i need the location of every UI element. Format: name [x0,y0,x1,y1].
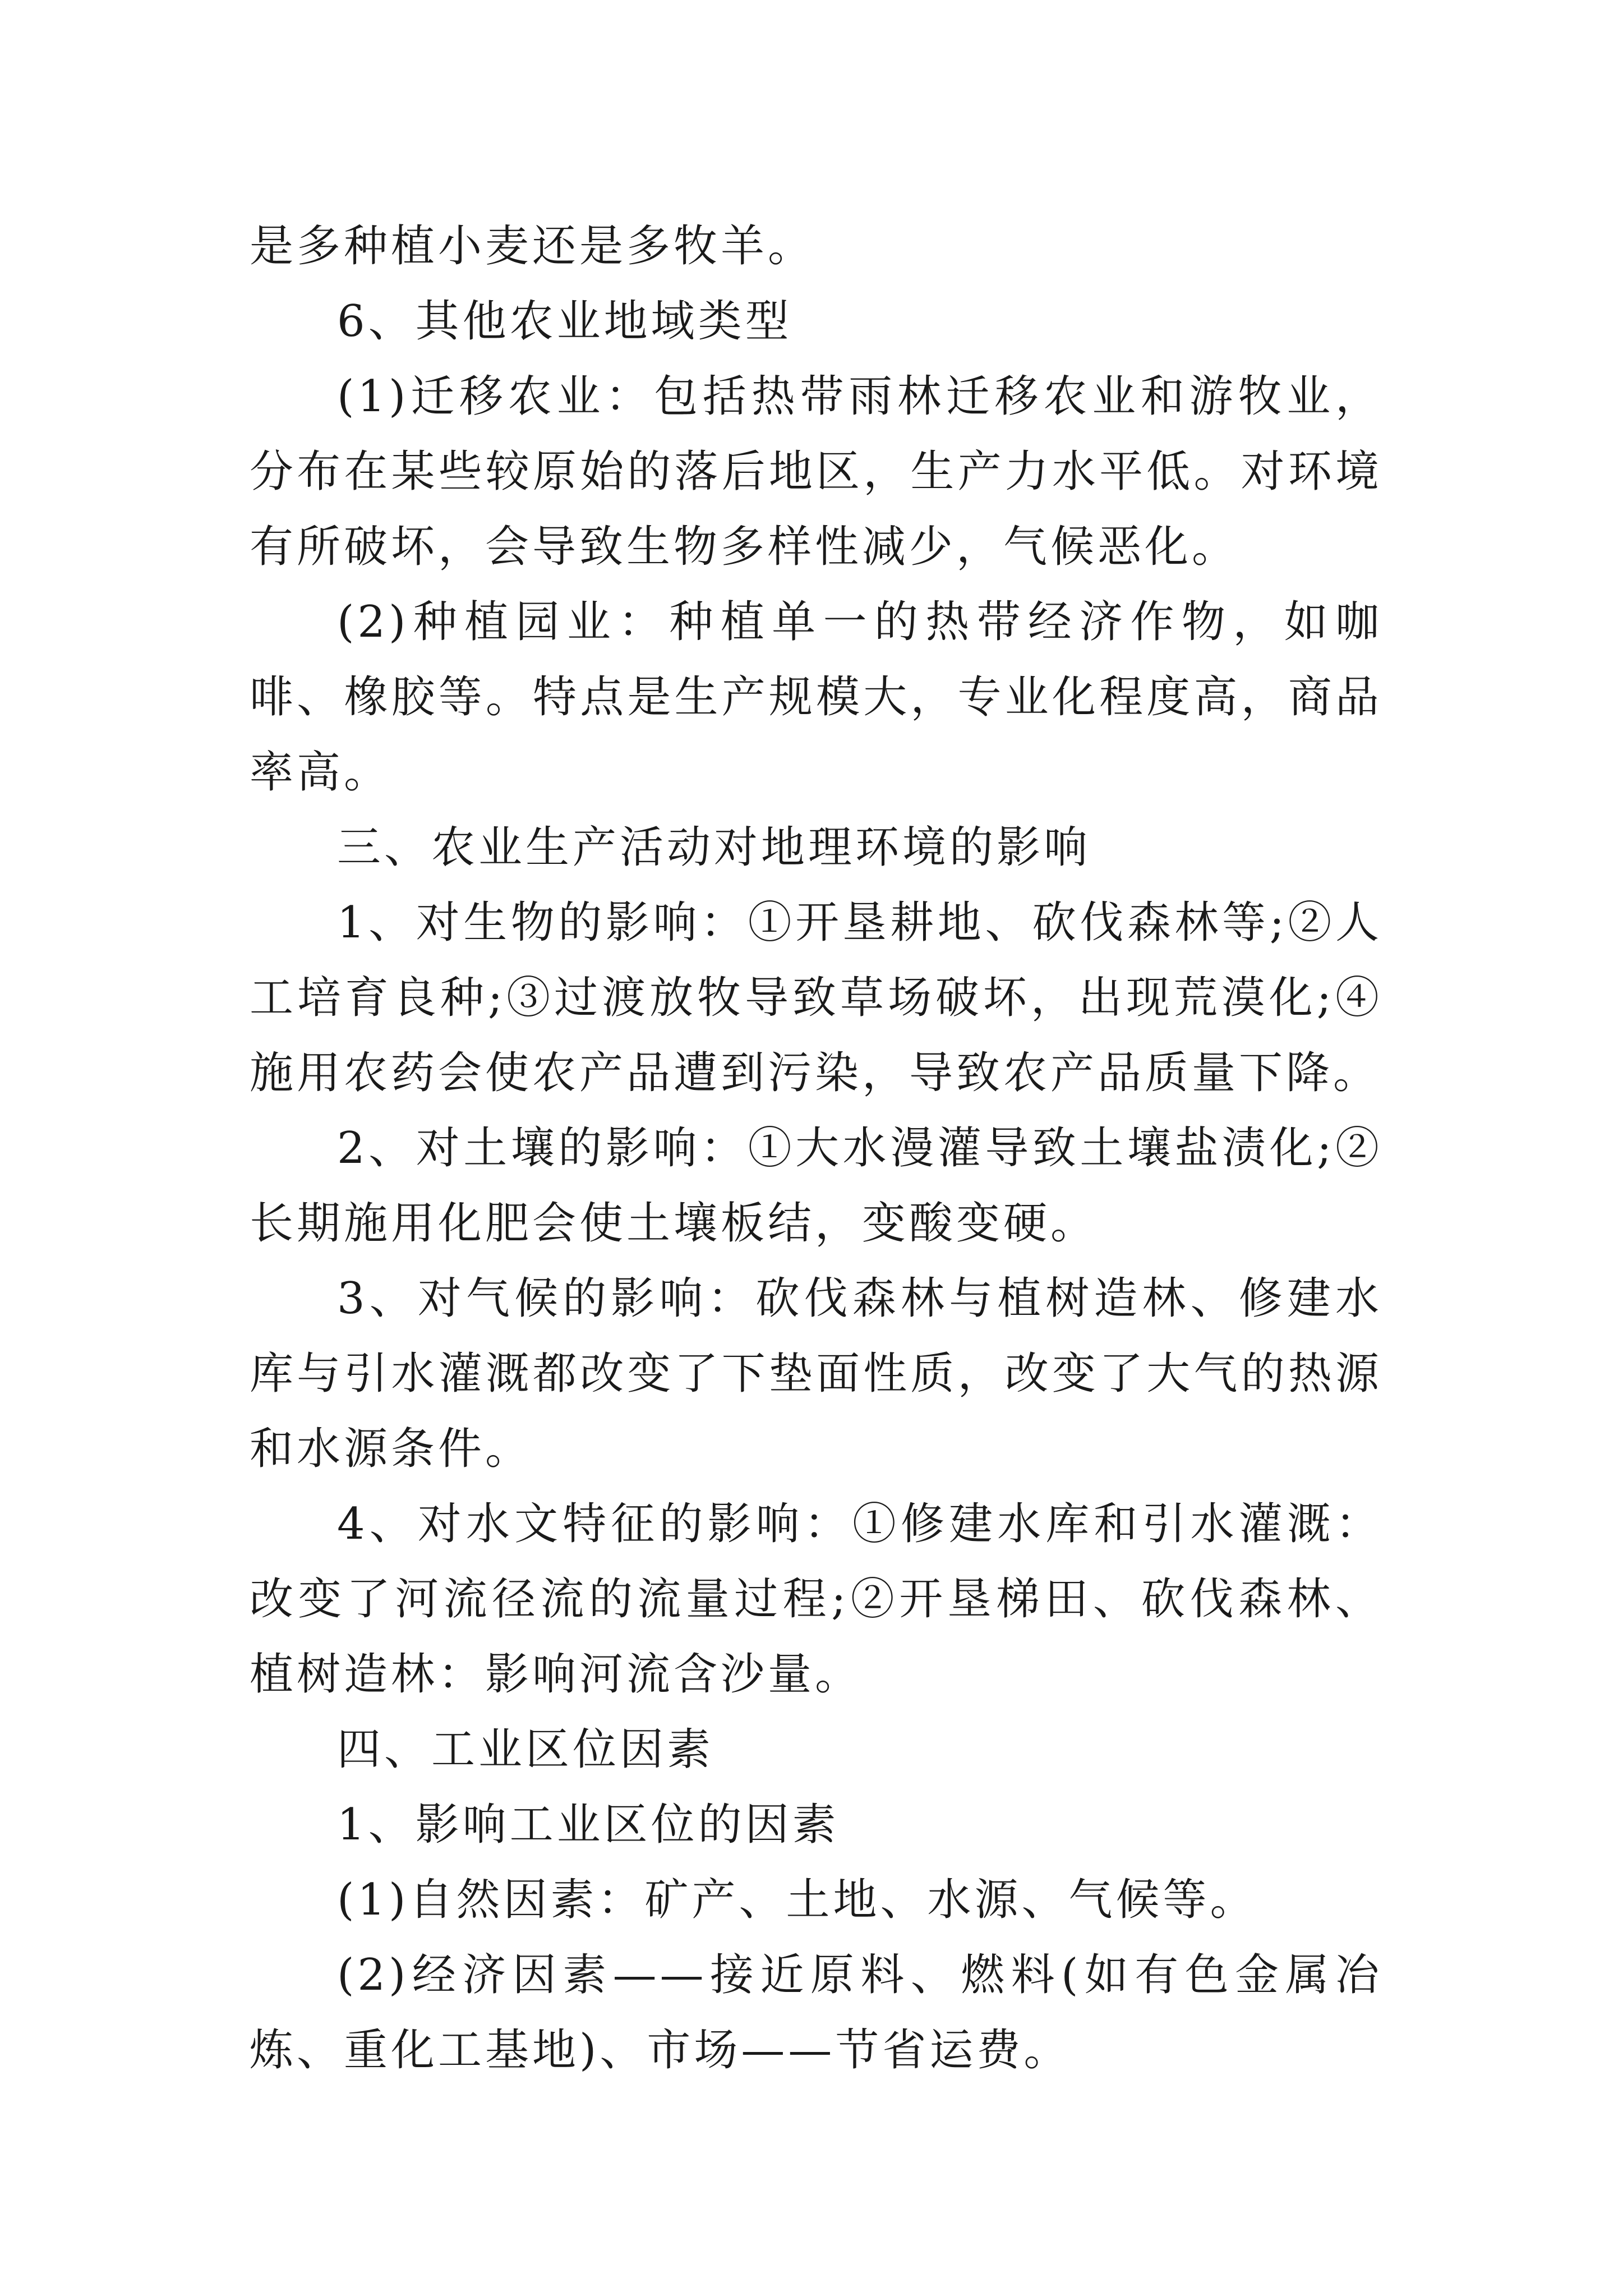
section-heading-industrial-location: 四、工业区位因素 [337,1724,714,1775]
text-column [250,209,1382,2088]
section-heading-agriculture-impact: 三、农业生产活动对地理环境的影响 [337,822,1091,873]
subheading-industrial-location-factors: 1、影响工业区位的因素 [337,1800,840,1850]
paragraph-impact-on-climate: 3、对气候的影响：砍伐森林与植树造林、修建水库与引水灌溉都改变了下垫面性质，改变了大气的热源和水源条件。 [250,1273,1382,1474]
paragraph-impact-on-soil: 2、对土壤的影响：①大水漫灌导致土壤盐渍化;②长期施用化肥会使土壤板结，变酸变硬。 [250,1123,1382,1249]
paragraph-impact-on-biology: 1、对生物的影响：①开垦耕地、砍伐森林等;②人工培育良种;③过渡放牧导致草场破坏，出现荒漠化;④施用农药会使农产品遭到污染，导致农产品质量下降。 [250,898,1382,1098]
paragraph-natural-factors: (1)自然因素：矿产、土地、水源、气候等。 [337,1875,1257,1925]
paragraph-migratory-agriculture: (1)迁移农业：包括热带雨林迁移农业和游牧业，分布在某些较原始的落后地区，生产力水平低。对环境有所破坏，会导致生物多样性减少，气候恶化。 [250,371,1382,572]
paragraph-continuation: 是多种植小麦还是多牧羊。 [250,221,815,272]
paragraph-plantation-agriculture: (2)种植园业：种植单一的热带经济作物，如咖啡、橡胶等。特点是生产规模大，专业化程度高，商品率高。 [250,597,1382,798]
subheading-other-agriculture-types: 6、其他农业地域类型 [337,296,792,347]
paragraph-impact-on-hydrology: 4、对水文特征的影响：①修建水库和引水灌溉：改变了河流径流的流量过程;②开垦梯田、砍伐森林、植树造林：影响河流含沙量。 [250,1499,1382,1700]
paragraph-economic-factors: (2)经济因素——接近原料、燃料(如有色金属冶炼、重化工基地)、市场——节省运费。 [250,1950,1382,2076]
